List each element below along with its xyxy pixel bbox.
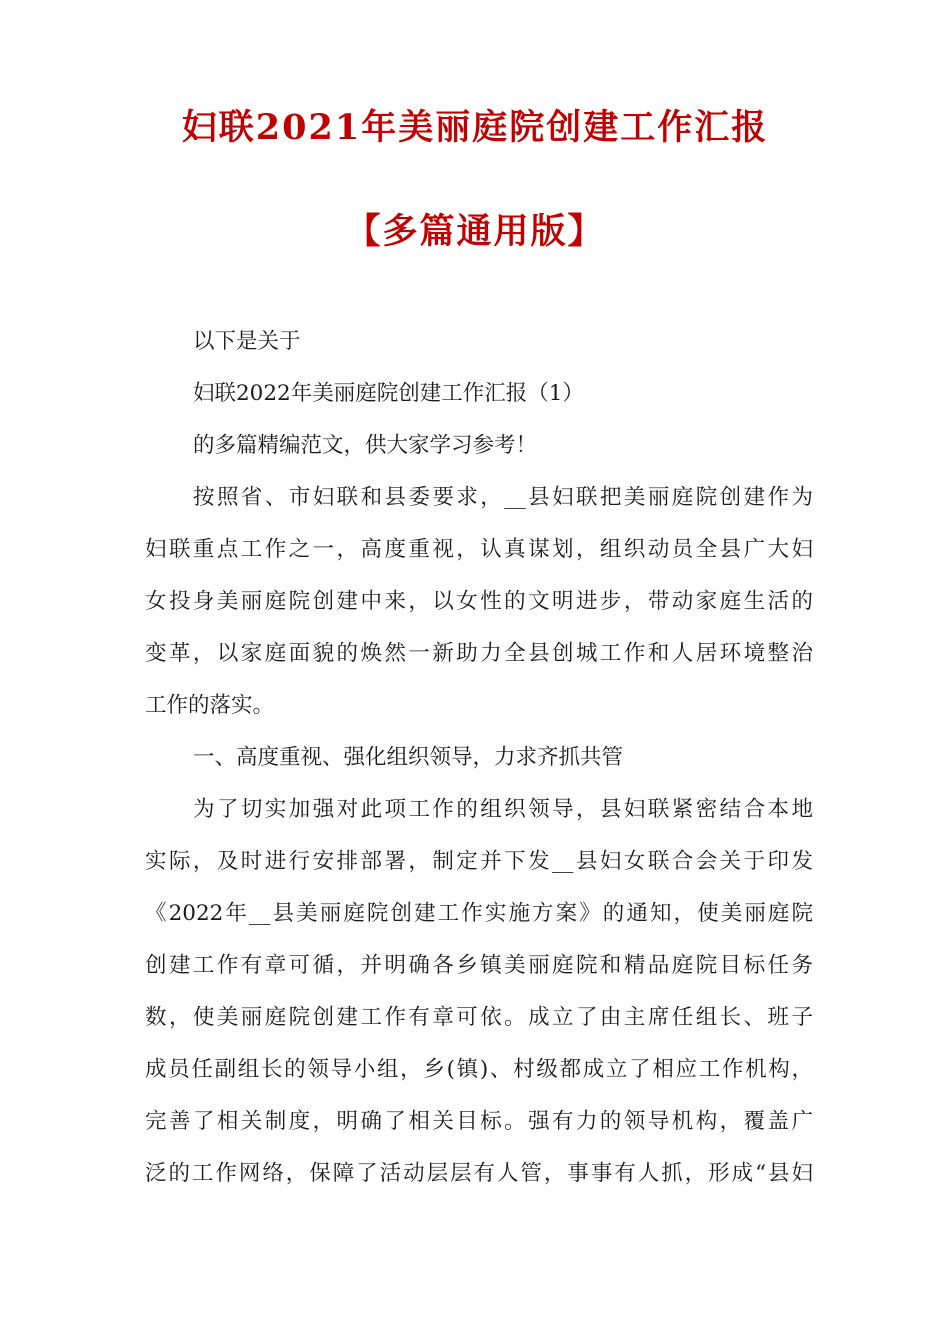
paragraph-line: 的多篇精编范文，供大家学习参考！ — [193, 433, 538, 458]
paragraph-line: 一、高度重视、强化组织领导，力求齐抓共管 — [193, 745, 624, 770]
paragraph-line: 妇联2022年美丽庭院创建工作汇报（1） — [193, 381, 584, 406]
paragraph-line: 工作的落实。 — [145, 693, 275, 718]
paragraph-line: 按照省、市妇联和县委要求，__县妇联把美丽庭院创建作为 — [193, 485, 813, 510]
paragraph-line: 数，使美丽庭院创建工作有章可依。成立了由主席任组长、班子 — [145, 1005, 813, 1030]
paragraph-line: 为了切实加强对此项工作的组织领导，县妇联紧密结合本地 — [193, 797, 813, 822]
paragraph-line: 变革，以家庭面貌的焕然一新助力全县创城工作和人居环境整治 — [145, 641, 813, 666]
paragraph-line: 女投身美丽庭院创建中来，以女性的文明进步，带动家庭生活的 — [145, 589, 813, 614]
paragraph-line: 《2022年__县美丽庭院创建工作实施方案》的通知，使美丽庭院 — [145, 901, 813, 926]
paragraph-line: 泛的工作网络，保障了活动层层有人管，事事有人抓，形成“县妇 — [145, 1161, 813, 1186]
paragraph-line: 创建工作有章可循，并明确各乡镇美丽庭院和精品庭院目标任务 — [145, 953, 813, 978]
document-subtitle: 【多篇通用版】 — [345, 211, 605, 252]
paragraph-line: 妇联重点工作之一，高度重视，认真谋划，组织动员全县广大妇 — [145, 537, 813, 562]
document-body — [145, 316, 813, 1200]
paragraph-line: 成员任副组长的领导小组，乡(镇)、村级都成立了相应工作机构， — [145, 1057, 813, 1082]
paragraph-line: 实际，及时进行安排部署，制定并下发__县妇女联合会关于印发 — [145, 849, 813, 874]
paragraph-line: 以下是关于 — [193, 329, 301, 354]
paragraph-line: 完善了相关制度，明确了相关目标。强有力的领导机构，覆盖广 — [145, 1109, 813, 1134]
document-title: 妇联2021年美丽庭院创建工作汇报 — [181, 107, 769, 148]
